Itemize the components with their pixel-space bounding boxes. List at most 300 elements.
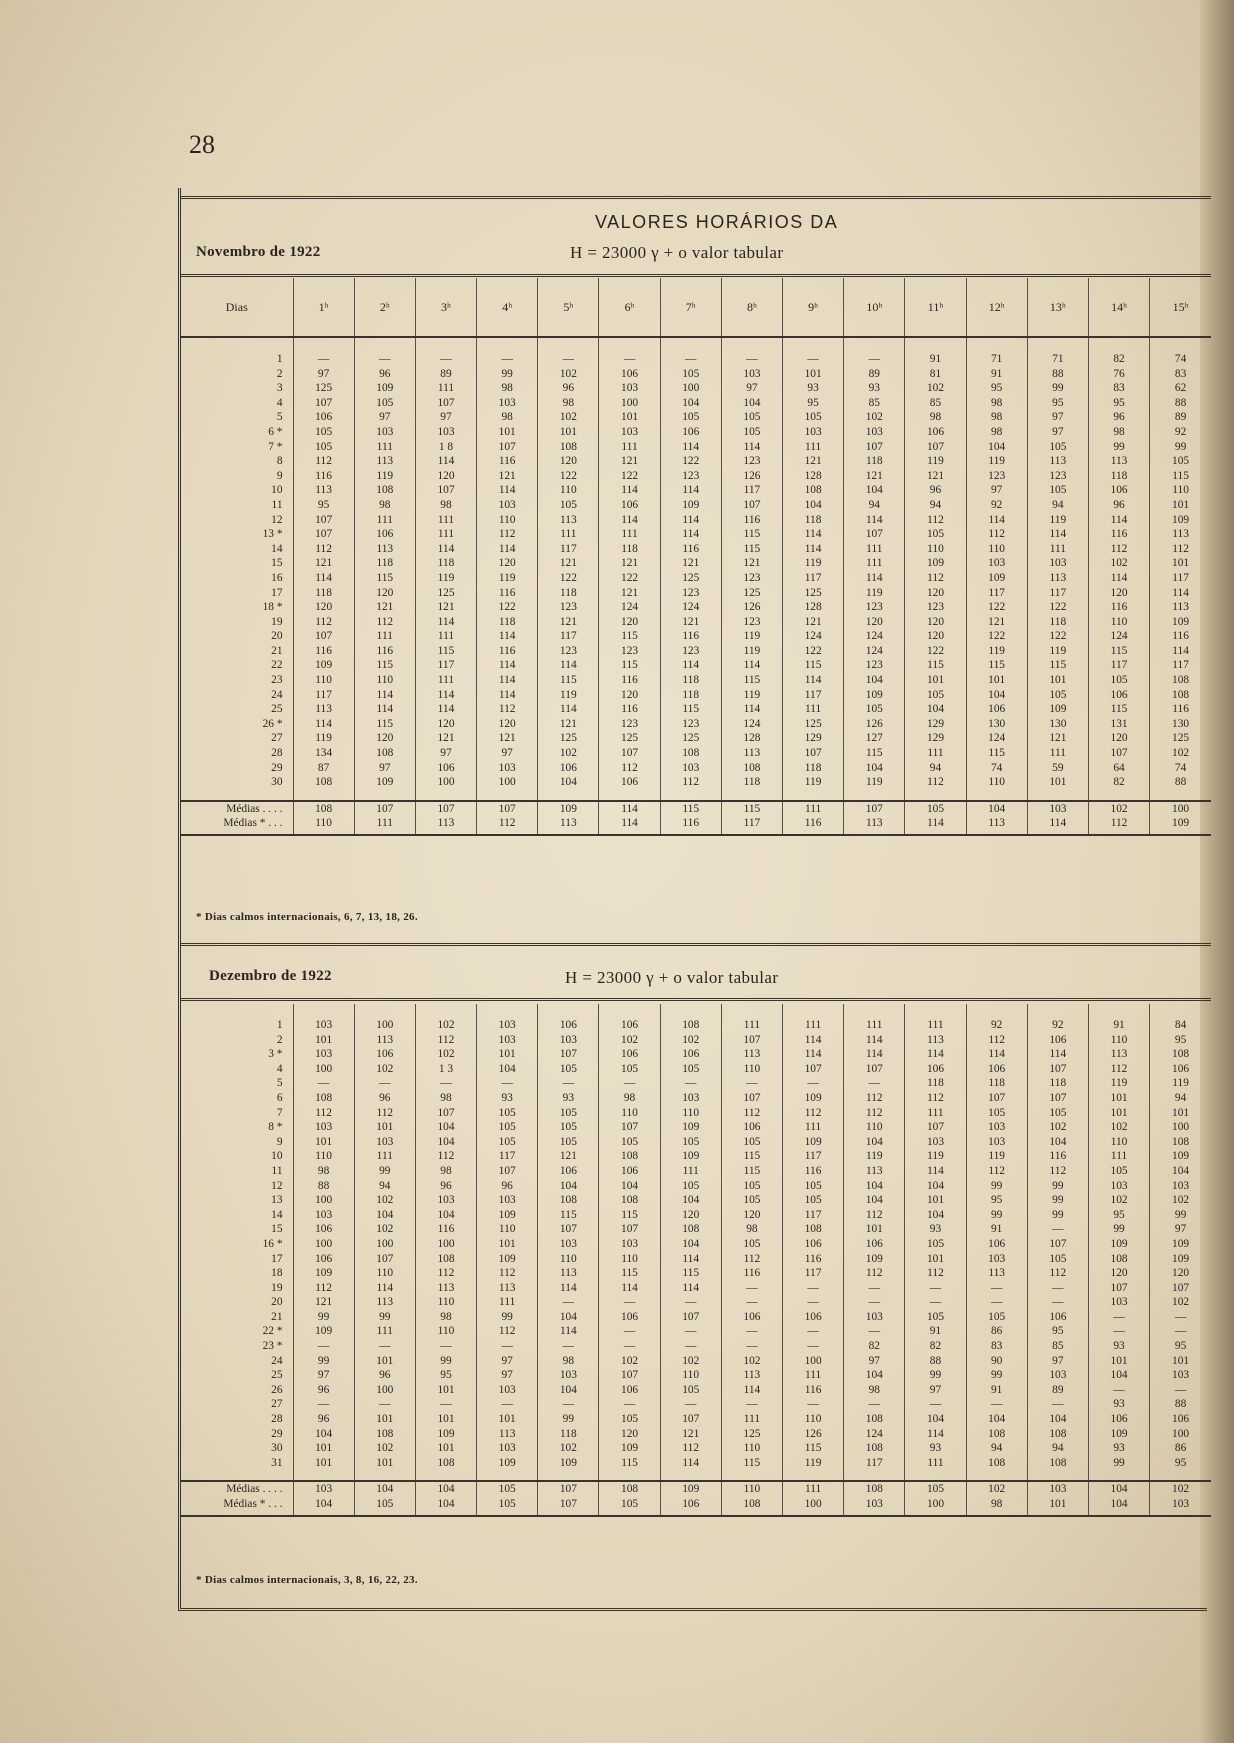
hour-value: 108 <box>599 1149 660 1164</box>
hour-value: 115 <box>599 1456 660 1471</box>
hour-value: 107 <box>538 1047 599 1062</box>
separator-cell <box>966 790 1027 801</box>
hour-value: 103 <box>293 1120 354 1135</box>
separator-cell <box>844 790 905 801</box>
hour-value: 120 <box>599 615 660 630</box>
hour-value: 125 <box>721 586 782 601</box>
hour-value: 95 <box>1088 396 1149 411</box>
hour-value: 116 <box>477 644 538 659</box>
hour-value: 124 <box>844 629 905 644</box>
medias-value: 113 <box>538 816 599 835</box>
hour-value: 109 <box>844 688 905 703</box>
hour-value: 101 <box>599 410 660 425</box>
hour-value: 121 <box>783 454 844 469</box>
table-row <box>181 1076 1211 1091</box>
table-row <box>181 717 1211 732</box>
hour-value: 100 <box>354 1383 415 1398</box>
hour-value: 93 <box>1088 1397 1149 1412</box>
hour-value: 116 <box>721 513 782 528</box>
spacer-cell <box>1027 1004 1088 1018</box>
spacer-cell <box>477 337 538 352</box>
spacer-cell <box>354 1004 415 1018</box>
hour-value: 105 <box>1150 454 1211 469</box>
hour-value: 101 <box>293 1135 354 1150</box>
day-label: 14 <box>271 542 283 555</box>
hour-header: 5ʰ <box>538 278 599 337</box>
hour-value: 82 <box>1088 775 1149 790</box>
hour-value: 101 <box>905 1193 966 1208</box>
hour-value: — <box>1088 1310 1149 1325</box>
hour-value: 106 <box>1088 1412 1149 1427</box>
hour-value: 116 <box>599 702 660 717</box>
hour-value: 106 <box>1088 483 1149 498</box>
hour-value: 116 <box>721 1266 782 1281</box>
day-label: 25 <box>271 1369 283 1382</box>
hour-value: 105 <box>660 1062 721 1077</box>
hour-value: 99 <box>415 1354 476 1369</box>
table-row <box>181 1310 1211 1325</box>
separator-cell <box>660 1470 721 1481</box>
hour-value: 95 <box>1027 1324 1088 1339</box>
hour-value: 113 <box>721 1047 782 1062</box>
hour-value: 106 <box>415 761 476 776</box>
hour-value: 62 <box>1150 381 1211 396</box>
day-label: 16 <box>271 571 283 584</box>
hour-value: 118 <box>477 615 538 630</box>
hour-value: 98 <box>966 410 1027 425</box>
hour-value: 106 <box>783 1310 844 1325</box>
hour-header: 3ʰ <box>415 278 476 337</box>
spacer-cell <box>477 1004 538 1018</box>
hour-value: 107 <box>354 1252 415 1267</box>
hour-value: 113 <box>966 1266 1027 1281</box>
hour-value: 106 <box>293 1252 354 1267</box>
hour-value: 82 <box>905 1339 966 1354</box>
hour-value: 111 <box>415 381 476 396</box>
hour-value: 98 <box>415 1091 476 1106</box>
hour-value: 112 <box>415 1266 476 1281</box>
hour-value: 85 <box>1027 1339 1088 1354</box>
hour-header: 6ʰ <box>599 278 660 337</box>
hour-value: — <box>538 1339 599 1354</box>
hour-value: 105 <box>1027 688 1088 703</box>
hour-value: — <box>1150 1383 1211 1398</box>
hour-value: 115 <box>599 1208 660 1223</box>
hour-value: 116 <box>293 644 354 659</box>
december-title: Dezembro de 1922 <box>209 968 332 984</box>
day-label: 15 <box>271 1223 283 1236</box>
hour-value: 112 <box>905 775 966 790</box>
medias-value: 109 <box>1150 816 1211 835</box>
hour-value: 109 <box>966 571 1027 586</box>
hour-value: 94 <box>1027 1441 1088 1456</box>
hour-value: 111 <box>477 1295 538 1310</box>
hour-value: 101 <box>477 1047 538 1062</box>
hour-value: 111 <box>415 527 476 542</box>
hour-value: 111 <box>1027 542 1088 557</box>
hour-value: 103 <box>293 1047 354 1062</box>
medias-label: Médias * . . . <box>181 816 293 835</box>
hour-value: 121 <box>783 615 844 630</box>
table-row <box>181 381 1211 396</box>
hour-value: 115 <box>660 702 721 717</box>
hour-value: 119 <box>783 775 844 790</box>
hour-value: 112 <box>293 1281 354 1296</box>
hour-value: 123 <box>538 644 599 659</box>
hour-value: 107 <box>415 396 476 411</box>
hour-value: 117 <box>1088 658 1149 673</box>
hour-value: 107 <box>1088 1281 1149 1296</box>
hour-value: 112 <box>1150 542 1211 557</box>
table-row <box>181 440 1211 455</box>
hour-value: 104 <box>538 1310 599 1325</box>
hour-value: 95 <box>1150 1456 1211 1471</box>
hour-value: 118 <box>354 556 415 571</box>
hour-value: 114 <box>415 702 476 717</box>
hour-value: 108 <box>293 775 354 790</box>
hour-value: 106 <box>660 425 721 440</box>
hour-value: 109 <box>477 1456 538 1471</box>
hour-value: 100 <box>599 396 660 411</box>
day-label: 20 <box>271 630 283 643</box>
hour-value: — <box>599 1324 660 1339</box>
december-header-rule <box>181 998 1211 1001</box>
table-row <box>181 1193 1211 1208</box>
hour-value: 119 <box>966 644 1027 659</box>
hour-value: 103 <box>477 1018 538 1033</box>
day-label: 6 <box>276 1091 283 1104</box>
hour-value: 116 <box>1150 702 1211 717</box>
hour-value: 104 <box>660 396 721 411</box>
hour-value: 121 <box>660 556 721 571</box>
hour-value: 111 <box>905 1106 966 1121</box>
hour-value: 101 <box>1150 498 1211 513</box>
hour-value: 117 <box>538 542 599 557</box>
hour-value: 109 <box>1088 1237 1149 1252</box>
hour-value: 120 <box>599 688 660 703</box>
hour-value: — <box>844 1076 905 1091</box>
hour-value: 105 <box>354 396 415 411</box>
hour-value: — <box>477 1397 538 1412</box>
hour-value: 114 <box>660 483 721 498</box>
table-row <box>181 1208 1211 1223</box>
hour-value: 120 <box>660 1208 721 1223</box>
hour-value: 111 <box>783 1018 844 1033</box>
hour-value: — <box>1027 1295 1088 1310</box>
medias-value: 108 <box>599 1481 660 1497</box>
hour-value: 122 <box>538 571 599 586</box>
hour-value: 93 <box>1088 1441 1149 1456</box>
hour-value: 105 <box>905 1310 966 1325</box>
hour-value: 105 <box>721 425 782 440</box>
hour-value: 104 <box>1027 1412 1088 1427</box>
hour-value: 104 <box>905 702 966 717</box>
medias-value: 104 <box>415 1481 476 1497</box>
hour-value: 94 <box>905 498 966 513</box>
medias-value: 111 <box>783 801 844 817</box>
hour-value: 109 <box>783 1091 844 1106</box>
day-label: 27 <box>271 732 283 745</box>
hour-value: 104 <box>660 1237 721 1252</box>
day-label: 12 <box>271 513 283 526</box>
medias-value: 111 <box>354 816 415 835</box>
hour-value: 111 <box>844 542 905 557</box>
hour-value: 121 <box>660 615 721 630</box>
medias-value: 113 <box>844 816 905 835</box>
hour-value: 88 <box>293 1179 354 1194</box>
hour-value: — <box>844 352 905 367</box>
hour-value: 108 <box>293 1091 354 1106</box>
hour-value: 118 <box>1027 1076 1088 1091</box>
hour-value: 103 <box>660 1091 721 1106</box>
hour-value: 129 <box>905 731 966 746</box>
day-label: 11 <box>271 498 283 511</box>
hour-value: 106 <box>660 1047 721 1062</box>
hour-value: 101 <box>1150 1354 1211 1369</box>
day-label: 27 <box>271 1398 283 1411</box>
hour-value: 102 <box>1027 1120 1088 1135</box>
hour-value: 123 <box>721 571 782 586</box>
hour-value: 101 <box>1088 1106 1149 1121</box>
main-title: VALORES HORÁRIOS DA <box>595 212 839 232</box>
hour-value: 107 <box>844 1062 905 1077</box>
hour-value: 103 <box>1027 1368 1088 1383</box>
hour-value: 125 <box>660 571 721 586</box>
hour-value: 110 <box>1088 615 1149 630</box>
medias-value: 104 <box>415 1497 476 1516</box>
hour-value: 128 <box>783 600 844 615</box>
table-row <box>181 454 1211 469</box>
hour-value: 111 <box>599 527 660 542</box>
hour-value: 116 <box>783 1383 844 1398</box>
hour-value: 111 <box>721 1412 782 1427</box>
spacer-cell <box>415 1004 476 1018</box>
hour-value: 112 <box>660 1441 721 1456</box>
hour-value: 109 <box>1150 615 1211 630</box>
hour-value: 104 <box>783 498 844 513</box>
hour-value: 97 <box>477 746 538 761</box>
hour-value: 113 <box>1150 527 1211 542</box>
hour-value: 101 <box>354 1412 415 1427</box>
hour-value: 111 <box>599 440 660 455</box>
hour-value: 101 <box>1088 1091 1149 1106</box>
hour-value: 85 <box>844 396 905 411</box>
hour-value: 104 <box>415 1120 476 1135</box>
hour-value: 112 <box>783 1106 844 1121</box>
hour-value: 114 <box>1150 586 1211 601</box>
hour-value: 118 <box>415 556 476 571</box>
day-label: 23 * <box>262 1340 283 1353</box>
hour-value: 119 <box>538 688 599 703</box>
hour-value: 123 <box>538 600 599 615</box>
hour-value: 101 <box>1027 775 1088 790</box>
hour-value: 99 <box>1027 1179 1088 1194</box>
day-label: 17 <box>271 586 283 599</box>
hour-value: 121 <box>1027 731 1088 746</box>
hour-value: 106 <box>1027 1033 1088 1048</box>
hour-value: 105 <box>1088 673 1149 688</box>
table-row <box>181 1120 1211 1135</box>
day-label: 14 <box>271 1208 283 1221</box>
hour-value: 113 <box>293 702 354 717</box>
hour-value: 124 <box>966 731 1027 746</box>
hour-value: — <box>844 1324 905 1339</box>
hour-value: 97 <box>354 761 415 776</box>
hour-value: 107 <box>599 1222 660 1237</box>
hour-value: 114 <box>966 1047 1027 1062</box>
hour-value: 104 <box>844 1135 905 1150</box>
hour-value: 101 <box>905 1252 966 1267</box>
hour-value: 121 <box>660 1427 721 1442</box>
table-row <box>181 1033 1211 1048</box>
hour-value: 114 <box>783 673 844 688</box>
hour-value: 105 <box>660 1383 721 1398</box>
table-row <box>181 775 1211 790</box>
hour-value: 103 <box>783 425 844 440</box>
hour-value: 102 <box>354 1062 415 1077</box>
hour-value: 113 <box>1027 454 1088 469</box>
medias-value: 103 <box>844 1497 905 1516</box>
hour-value: 115 <box>1027 658 1088 673</box>
hour-value: 111 <box>354 1149 415 1164</box>
medias-value: 114 <box>905 816 966 835</box>
hour-value: 98 <box>966 396 1027 411</box>
hour-value: 105 <box>1027 483 1088 498</box>
hour-value: 114 <box>660 1456 721 1471</box>
hour-value: 106 <box>599 1383 660 1398</box>
hour-value: 115 <box>599 629 660 644</box>
hour-value: 99 <box>1088 1456 1149 1471</box>
hour-value: 118 <box>660 688 721 703</box>
spacer-cell <box>660 1004 721 1018</box>
hour-value: 119 <box>721 644 782 659</box>
hour-value: 115 <box>905 658 966 673</box>
medias-value: 110 <box>721 1481 782 1497</box>
hour-value: 104 <box>966 688 1027 703</box>
hour-value: 93 <box>844 381 905 396</box>
hour-value: 101 <box>538 425 599 440</box>
hour-value: 115 <box>538 673 599 688</box>
hour-value: 105 <box>721 1193 782 1208</box>
hour-value: 110 <box>538 483 599 498</box>
hour-value: 95 <box>1150 1339 1211 1354</box>
hour-value: 105 <box>660 367 721 382</box>
hour-value: 100 <box>783 1354 844 1369</box>
day-label: 28 <box>271 1413 283 1426</box>
hour-value: 124 <box>660 600 721 615</box>
hour-value: 106 <box>1150 1412 1211 1427</box>
hour-value: 116 <box>1027 1149 1088 1164</box>
table-row <box>181 1295 1211 1310</box>
hour-value: 118 <box>1088 469 1149 484</box>
day-label: 26 <box>271 1383 283 1396</box>
hour-value: 113 <box>477 1427 538 1442</box>
hour-value: 102 <box>538 1441 599 1456</box>
hour-value: 89 <box>1027 1383 1088 1398</box>
hour-value: 107 <box>599 746 660 761</box>
hour-value: 91 <box>966 1222 1027 1237</box>
hour-value: 114 <box>660 1252 721 1267</box>
hour-value: 118 <box>905 1076 966 1091</box>
medias-value: 116 <box>660 816 721 835</box>
hour-value: 95 <box>1088 1208 1149 1223</box>
hour-value: — <box>1027 1222 1088 1237</box>
hour-value: 111 <box>783 1120 844 1135</box>
hour-value: 112 <box>477 1324 538 1339</box>
hour-value: 108 <box>599 1193 660 1208</box>
separator-cell <box>783 790 844 801</box>
hour-value: 94 <box>905 761 966 776</box>
hour-value: 115 <box>721 542 782 557</box>
hour-value: 105 <box>538 498 599 513</box>
day-label: 31 <box>271 1456 283 1469</box>
hour-value: 110 <box>905 542 966 557</box>
hour-value: 125 <box>783 586 844 601</box>
hour-value: 110 <box>1088 1033 1149 1048</box>
hour-value: 116 <box>293 469 354 484</box>
day-label: 22 * <box>262 1325 283 1338</box>
medias-value: 103 <box>1150 1497 1211 1516</box>
hour-value: — <box>599 1076 660 1091</box>
medias-value: 108 <box>721 1497 782 1516</box>
day-label: 2 <box>276 367 283 380</box>
hour-value: 115 <box>721 1149 782 1164</box>
november-table <box>181 278 1211 836</box>
hour-value: 104 <box>660 1193 721 1208</box>
hour-value: 108 <box>1027 1456 1088 1471</box>
hour-value: 92 <box>1150 425 1211 440</box>
hour-value: 115 <box>721 527 782 542</box>
hour-value: 110 <box>477 1222 538 1237</box>
spacer-cell <box>293 337 354 352</box>
hour-value: 102 <box>844 410 905 425</box>
table-row <box>181 673 1211 688</box>
separator-cell <box>599 1470 660 1481</box>
hour-header: 8ʰ <box>721 278 782 337</box>
hour-value: 106 <box>599 1164 660 1179</box>
hour-value: 105 <box>660 1135 721 1150</box>
hour-value: 115 <box>966 658 1027 673</box>
table-row <box>181 396 1211 411</box>
table-row <box>181 1281 1211 1296</box>
hour-value: 99 <box>538 1412 599 1427</box>
hour-value: 126 <box>721 469 782 484</box>
hour-value: — <box>415 1397 476 1412</box>
hour-value: 74 <box>1150 352 1211 367</box>
hour-value: 121 <box>354 600 415 615</box>
hour-value: 111 <box>783 702 844 717</box>
medias-value: 102 <box>1150 1481 1211 1497</box>
separator-cell <box>538 1470 599 1481</box>
hour-value: 102 <box>1088 556 1149 571</box>
hour-value: 125 <box>1150 731 1211 746</box>
hour-value: 107 <box>966 1091 1027 1106</box>
hour-value: 116 <box>415 1222 476 1237</box>
hour-value: 115 <box>538 1208 599 1223</box>
hour-value: 106 <box>599 498 660 513</box>
hour-header: 1ʰ <box>293 278 354 337</box>
hour-value: 123 <box>660 586 721 601</box>
hour-value: 97 <box>293 367 354 382</box>
hour-value: 95 <box>293 498 354 513</box>
hour-value: 117 <box>1150 658 1211 673</box>
hour-value: — <box>477 352 538 367</box>
hour-value: 107 <box>293 629 354 644</box>
day-label: 1 <box>276 1019 283 1031</box>
hour-value: 120 <box>293 600 354 615</box>
separator-cell <box>293 790 354 801</box>
hour-value: 89 <box>844 367 905 382</box>
